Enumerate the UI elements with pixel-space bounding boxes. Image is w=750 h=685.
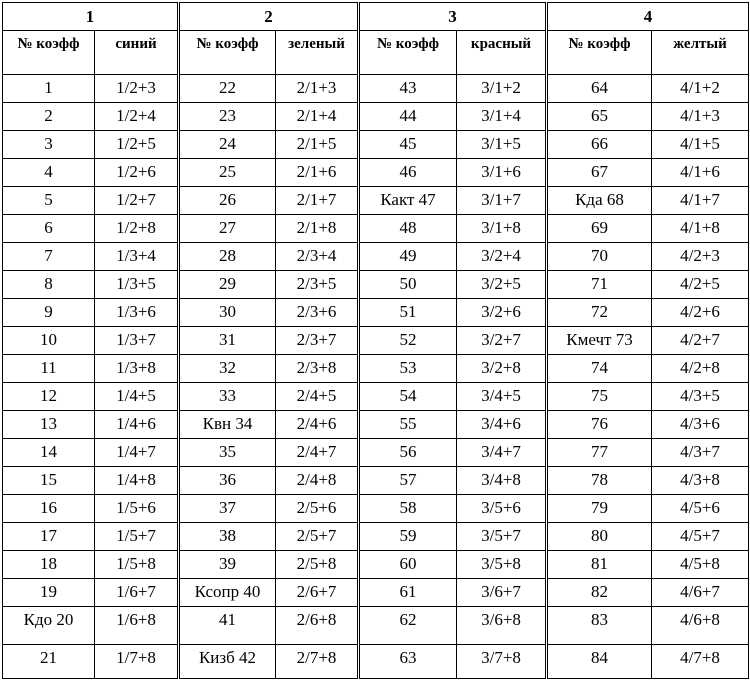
table-row	[3, 215, 749, 243]
coef-formula-cell: 1/2+4	[95, 103, 179, 131]
coef-formula-cell: 2/1+3	[276, 75, 359, 103]
table-row	[3, 645, 749, 679]
coef-formula-cell: 2/5+7	[276, 523, 359, 551]
coef-formula-cell: 2/1+6	[276, 159, 359, 187]
coef-formula-cell: 4/1+2	[652, 75, 749, 103]
coef-formula-cell: 4/3+6	[652, 411, 749, 439]
coef-number-cell: 15	[3, 467, 95, 495]
coef-formula-cell: 2/1+8	[276, 215, 359, 243]
coef-number-cell: 26	[179, 187, 276, 215]
column-header-color-3: красный	[457, 31, 547, 75]
coef-number-cell: 12	[3, 383, 95, 411]
group-header-2: 2	[179, 3, 359, 31]
coef-number-cell: 31	[179, 327, 276, 355]
coef-number-cell: Кмечт 73	[547, 327, 652, 355]
coef-formula-cell: 2/4+8	[276, 467, 359, 495]
coef-formula-cell: 4/1+6	[652, 159, 749, 187]
column-header-row	[3, 31, 749, 75]
coef-formula-cell: 1/2+7	[95, 187, 179, 215]
coef-formula-cell: 4/1+8	[652, 215, 749, 243]
coef-formula-cell: 4/1+7	[652, 187, 749, 215]
coef-number-cell: 25	[179, 159, 276, 187]
coef-number-cell: 27	[179, 215, 276, 243]
coef-formula-cell: 2/1+5	[276, 131, 359, 159]
coef-formula-cell: 2/3+4	[276, 243, 359, 271]
table-row	[3, 103, 749, 131]
coef-number-cell: 74	[547, 355, 652, 383]
coef-number-cell: 72	[547, 299, 652, 327]
coef-number-cell: 38	[179, 523, 276, 551]
coef-formula-cell: 2/4+5	[276, 383, 359, 411]
coef-formula-cell: 1/2+6	[95, 159, 179, 187]
coef-number-cell: 44	[359, 103, 457, 131]
table-body	[3, 3, 749, 679]
coef-number-cell: 52	[359, 327, 457, 355]
coef-number-cell: 17	[3, 523, 95, 551]
coef-formula-cell: 3/4+8	[457, 467, 547, 495]
coef-formula-cell: 1/3+8	[95, 355, 179, 383]
coef-number-cell: 70	[547, 243, 652, 271]
coef-formula-cell: 1/2+5	[95, 131, 179, 159]
coef-formula-cell: 4/2+7	[652, 327, 749, 355]
coef-number-cell: 21	[3, 645, 95, 679]
coef-formula-cell: 1/3+4	[95, 243, 179, 271]
coef-formula-cell: 4/5+8	[652, 551, 749, 579]
coef-number-cell: 7	[3, 243, 95, 271]
coef-formula-cell: 1/3+5	[95, 271, 179, 299]
coef-number-cell: 64	[547, 75, 652, 103]
coef-formula-cell: 3/1+6	[457, 159, 547, 187]
coef-number-cell: 60	[359, 551, 457, 579]
coefficient-table	[2, 2, 749, 679]
coef-formula-cell: 3/7+8	[457, 645, 547, 679]
coef-formula-cell: 2/4+7	[276, 439, 359, 467]
coef-number-cell: 22	[179, 75, 276, 103]
group-header-4: 4	[547, 3, 749, 31]
table-row	[3, 327, 749, 355]
table-row	[3, 495, 749, 523]
coef-number-cell: 10	[3, 327, 95, 355]
column-header-num-4: № коэфф	[547, 31, 652, 75]
coef-number-cell: 66	[547, 131, 652, 159]
coef-formula-cell: 1/5+6	[95, 495, 179, 523]
column-header-num-3: № коэфф	[359, 31, 457, 75]
coef-formula-cell: 2/4+6	[276, 411, 359, 439]
coef-number-cell: Какт 47	[359, 187, 457, 215]
coef-formula-cell: 2/3+7	[276, 327, 359, 355]
table-row	[3, 243, 749, 271]
coef-formula-cell: 4/2+3	[652, 243, 749, 271]
coef-number-cell: 63	[359, 645, 457, 679]
coef-formula-cell: 4/3+7	[652, 439, 749, 467]
coef-formula-cell: 3/2+8	[457, 355, 547, 383]
table-row	[3, 579, 749, 607]
coef-number-cell: 58	[359, 495, 457, 523]
coef-number-cell: 1	[3, 75, 95, 103]
coef-number-cell: 11	[3, 355, 95, 383]
column-header-color-1: синий	[95, 31, 179, 75]
coef-formula-cell: 3/5+7	[457, 523, 547, 551]
coef-number-cell: Ксопр 40	[179, 579, 276, 607]
coef-number-cell: 28	[179, 243, 276, 271]
coef-formula-cell: 4/2+6	[652, 299, 749, 327]
coef-formula-cell: 3/4+6	[457, 411, 547, 439]
coef-formula-cell: 1/5+7	[95, 523, 179, 551]
coef-number-cell: 3	[3, 131, 95, 159]
coef-formula-cell: 4/6+7	[652, 579, 749, 607]
coef-formula-cell: 1/2+8	[95, 215, 179, 243]
coef-number-cell: 81	[547, 551, 652, 579]
coef-number-cell: 13	[3, 411, 95, 439]
coef-formula-cell: 2/3+5	[276, 271, 359, 299]
coef-number-cell: 54	[359, 383, 457, 411]
coef-number-cell: 29	[179, 271, 276, 299]
coef-formula-cell: 4/7+8	[652, 645, 749, 679]
coef-formula-cell: 4/5+7	[652, 523, 749, 551]
coef-formula-cell: 4/2+5	[652, 271, 749, 299]
coef-formula-cell: 1/4+8	[95, 467, 179, 495]
coef-number-cell: 62	[359, 607, 457, 645]
coef-formula-cell: 1/6+8	[95, 607, 179, 645]
coef-formula-cell: 1/6+7	[95, 579, 179, 607]
table-row	[3, 467, 749, 495]
coef-formula-cell: 1/3+6	[95, 299, 179, 327]
coef-formula-cell: 3/1+7	[457, 187, 547, 215]
coef-number-cell: 67	[547, 159, 652, 187]
coef-number-cell: 79	[547, 495, 652, 523]
coef-formula-cell: 3/1+2	[457, 75, 547, 103]
table-row	[3, 551, 749, 579]
coef-number-cell: 83	[547, 607, 652, 645]
coef-formula-cell: 2/6+8	[276, 607, 359, 645]
coef-number-cell: 78	[547, 467, 652, 495]
coef-number-cell: Кизб 42	[179, 645, 276, 679]
coef-formula-cell: 2/5+8	[276, 551, 359, 579]
coef-number-cell: 82	[547, 579, 652, 607]
coef-formula-cell: 3/5+6	[457, 495, 547, 523]
coef-number-cell: 41	[179, 607, 276, 645]
coef-number-cell: 32	[179, 355, 276, 383]
column-header-color-4: желтый	[652, 31, 749, 75]
coef-number-cell: 49	[359, 243, 457, 271]
coef-number-cell: 76	[547, 411, 652, 439]
coef-number-cell: 2	[3, 103, 95, 131]
coef-number-cell: 8	[3, 271, 95, 299]
coef-formula-cell: 1/4+6	[95, 411, 179, 439]
coef-number-cell: Кдо 20	[3, 607, 95, 645]
coef-number-cell: 61	[359, 579, 457, 607]
coef-number-cell: 69	[547, 215, 652, 243]
coef-number-cell: 5	[3, 187, 95, 215]
coef-formula-cell: 1/4+5	[95, 383, 179, 411]
coef-number-cell: Квн 34	[179, 411, 276, 439]
coef-formula-cell: 1/7+8	[95, 645, 179, 679]
coef-formula-cell: 4/3+5	[652, 383, 749, 411]
group-header-1: 1	[3, 3, 179, 31]
table-row	[3, 355, 749, 383]
table-row	[3, 411, 749, 439]
coef-number-cell: 30	[179, 299, 276, 327]
coef-number-cell: 14	[3, 439, 95, 467]
coef-number-cell: 55	[359, 411, 457, 439]
table-row	[3, 131, 749, 159]
coef-number-cell: 59	[359, 523, 457, 551]
coef-formula-cell: 3/4+7	[457, 439, 547, 467]
coef-number-cell: 6	[3, 215, 95, 243]
coef-formula-cell: 2/1+7	[276, 187, 359, 215]
coef-formula-cell: 3/2+4	[457, 243, 547, 271]
coef-number-cell: 24	[179, 131, 276, 159]
coef-number-cell: 37	[179, 495, 276, 523]
coef-formula-cell: 3/6+8	[457, 607, 547, 645]
coef-number-cell: 51	[359, 299, 457, 327]
coef-number-cell: 53	[359, 355, 457, 383]
coef-formula-cell: 2/5+6	[276, 495, 359, 523]
coef-formula-cell: 3/1+4	[457, 103, 547, 131]
coef-formula-cell: 1/4+7	[95, 439, 179, 467]
coef-number-cell: 84	[547, 645, 652, 679]
coef-number-cell: 65	[547, 103, 652, 131]
coef-number-cell: 50	[359, 271, 457, 299]
column-header-color-2: зеленый	[276, 31, 359, 75]
coef-formula-cell: 3/2+5	[457, 271, 547, 299]
coef-formula-cell: 2/7+8	[276, 645, 359, 679]
coef-formula-cell: 4/1+5	[652, 131, 749, 159]
table-row	[3, 159, 749, 187]
coef-number-cell: 48	[359, 215, 457, 243]
table-row	[3, 523, 749, 551]
coef-number-cell: 9	[3, 299, 95, 327]
coef-formula-cell: 2/3+6	[276, 299, 359, 327]
table-row	[3, 187, 749, 215]
table-row	[3, 607, 749, 645]
coef-number-cell: 23	[179, 103, 276, 131]
coef-number-cell: 4	[3, 159, 95, 187]
coef-formula-cell: 2/3+8	[276, 355, 359, 383]
coef-number-cell: 57	[359, 467, 457, 495]
coef-number-cell: 45	[359, 131, 457, 159]
coef-number-cell: 46	[359, 159, 457, 187]
coef-formula-cell: 4/6+8	[652, 607, 749, 645]
coef-formula-cell: 3/4+5	[457, 383, 547, 411]
column-header-num-2: № коэфф	[179, 31, 276, 75]
column-header-num-1: № коэфф	[3, 31, 95, 75]
coef-formula-cell: 3/5+8	[457, 551, 547, 579]
coef-formula-cell: 2/6+7	[276, 579, 359, 607]
coef-number-cell: 39	[179, 551, 276, 579]
table-row	[3, 383, 749, 411]
coef-number-cell: 18	[3, 551, 95, 579]
coef-formula-cell: 1/5+8	[95, 551, 179, 579]
table-row	[3, 439, 749, 467]
coef-number-cell: 43	[359, 75, 457, 103]
group-header-3: 3	[359, 3, 547, 31]
coef-number-cell: 35	[179, 439, 276, 467]
coef-formula-cell: 1/2+3	[95, 75, 179, 103]
coef-formula-cell: 3/6+7	[457, 579, 547, 607]
table-row	[3, 75, 749, 103]
coef-number-cell: 80	[547, 523, 652, 551]
coef-number-cell: 71	[547, 271, 652, 299]
coef-number-cell: Кда 68	[547, 187, 652, 215]
coef-formula-cell: 3/2+6	[457, 299, 547, 327]
coef-formula-cell: 4/3+8	[652, 467, 749, 495]
coef-formula-cell: 4/2+8	[652, 355, 749, 383]
table-row	[3, 271, 749, 299]
coef-formula-cell: 3/2+7	[457, 327, 547, 355]
coef-formula-cell: 3/1+8	[457, 215, 547, 243]
group-header-row	[3, 3, 749, 31]
coef-number-cell: 16	[3, 495, 95, 523]
coef-formula-cell: 1/3+7	[95, 327, 179, 355]
coef-number-cell: 75	[547, 383, 652, 411]
coef-number-cell: 56	[359, 439, 457, 467]
table-row	[3, 299, 749, 327]
coef-formula-cell: 4/5+6	[652, 495, 749, 523]
coef-formula-cell: 4/1+3	[652, 103, 749, 131]
coef-formula-cell: 3/1+5	[457, 131, 547, 159]
coef-number-cell: 19	[3, 579, 95, 607]
coef-number-cell: 33	[179, 383, 276, 411]
coef-number-cell: 77	[547, 439, 652, 467]
coef-number-cell: 36	[179, 467, 276, 495]
coef-formula-cell: 2/1+4	[276, 103, 359, 131]
